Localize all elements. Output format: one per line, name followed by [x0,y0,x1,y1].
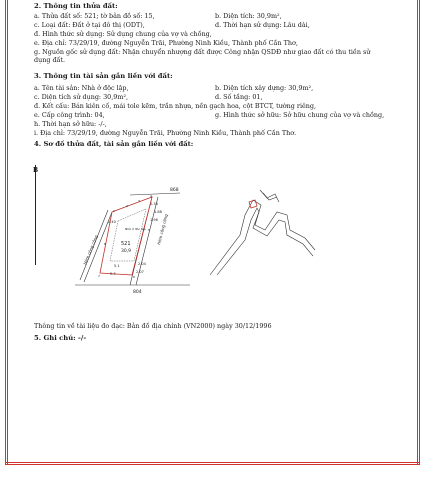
vertex-1: 1 [113,209,115,213]
section3-grade: e. Cấp công trình: 04, [34,111,105,119]
section2-parcel-number: a. Thửa đất số: 521; tờ bản đồ số: 15, [34,12,155,20]
label-top: 868 [170,188,179,193]
vertex-8: 8 [104,242,106,246]
section2-usage-form: đ. Hình thức sử dụng: Sử dụng chung của vợ và chồng, [34,30,212,38]
frame-bottom-border [5,462,420,465]
frame-right-border [417,0,420,464]
vertex-4: 4 [150,194,152,198]
dim-1: 2.34 [150,202,158,206]
vertex-7: 7 [98,274,100,278]
section3-heading: 3. Thông tin tài sản gắn liền với đất: [34,72,173,80]
section3-build-area: b. Diện tích xây dựng: 30,9m², [215,84,314,92]
parcel-plan-diagram [70,185,200,300]
label-bottom: 804 [133,290,142,295]
section3-ownership: g. Hình thức sở hữu: Sở hữu chung của vợ và chồng, [215,111,385,119]
location-parcel-marker [249,200,257,208]
vertex-6: 6 [133,275,135,279]
section3-address: i. Địa chỉ: 73/29/19, đường Nguyễn Trãi, Phường Ninh Kiều, Thành phố Cần Thơ. [34,129,297,137]
section3-floors: d. Số tầng: 01, [215,93,263,101]
vertex-5: 5 [148,228,150,232]
dim-4: 2.40 [108,220,116,224]
dim-8: 5.3 [110,272,116,276]
section2-address: e. Địa chỉ: 73/29/19, đường Nguyễn Trãi, Phường Ninh Kiều, Thành phố Cần Thơ, [34,39,298,47]
survey-source: Thông tin về tài liệu đo đạc: Bản đồ địa chính (VN2000) ngày 30/12/1996 [34,322,272,330]
section2-term: d. Thời hạn sử dụng: Lâu dài, [215,21,310,29]
dim-7: 5.1 [114,264,120,268]
section2-area: b. Diện tích: 30,9m², [215,12,282,20]
label-house: Nhà ở độc lập [125,227,146,231]
dim-6: 2.07 [136,270,144,274]
section2-land-type: c. Loại đất: Đất ở tại đô thị (ODT), [34,21,145,29]
section5-notes: 5. Ghi chú: -/- [34,334,87,342]
label-parcel-no: 521 [121,241,131,247]
north-arrow-line [33,165,39,265]
vertex-2: 2 [126,204,128,208]
frame-left-border [5,0,8,464]
vertex-3: 3 [138,199,140,203]
section3-use-area: c. Diện tích sử dụng: 30,9m², [34,93,128,101]
label-right-road: Hẻm công cộng [156,213,169,246]
dim-5: 2.04 [138,262,146,266]
section3-structure: đ. Kết cấu: Bán kiên cố, mái tole kẽm, trần nhựa, nền gạch hoa, cột BTCT, tường riêng, [34,102,317,110]
section3-asset-name: a. Tên tài sản: Nhà ở độc lập, [34,84,129,92]
dim-3: 1.96 [150,218,158,222]
section3-ownership-term: h. Thời hạn sở hữu: -/-, [34,120,107,128]
north-label: B [33,167,39,174]
label-parcel-area: 30,9 [121,249,132,254]
location-map [205,180,325,280]
section2-origin: g. Nguồn gốc sử dụng đất: Nhận chuyển nhượng đất được Công nhận QSDĐ như giao đất có thu tiền sử dụng đất. [34,48,371,64]
label-left-road: Hẻm công cộng [82,234,99,266]
section4-heading: 4. Sơ đồ thửa đất, tài sản gắn liền với đất: [34,140,194,148]
dim-2: 1.88 [154,210,162,214]
section2-heading: 2. Thông tin thửa đất: [34,2,118,10]
